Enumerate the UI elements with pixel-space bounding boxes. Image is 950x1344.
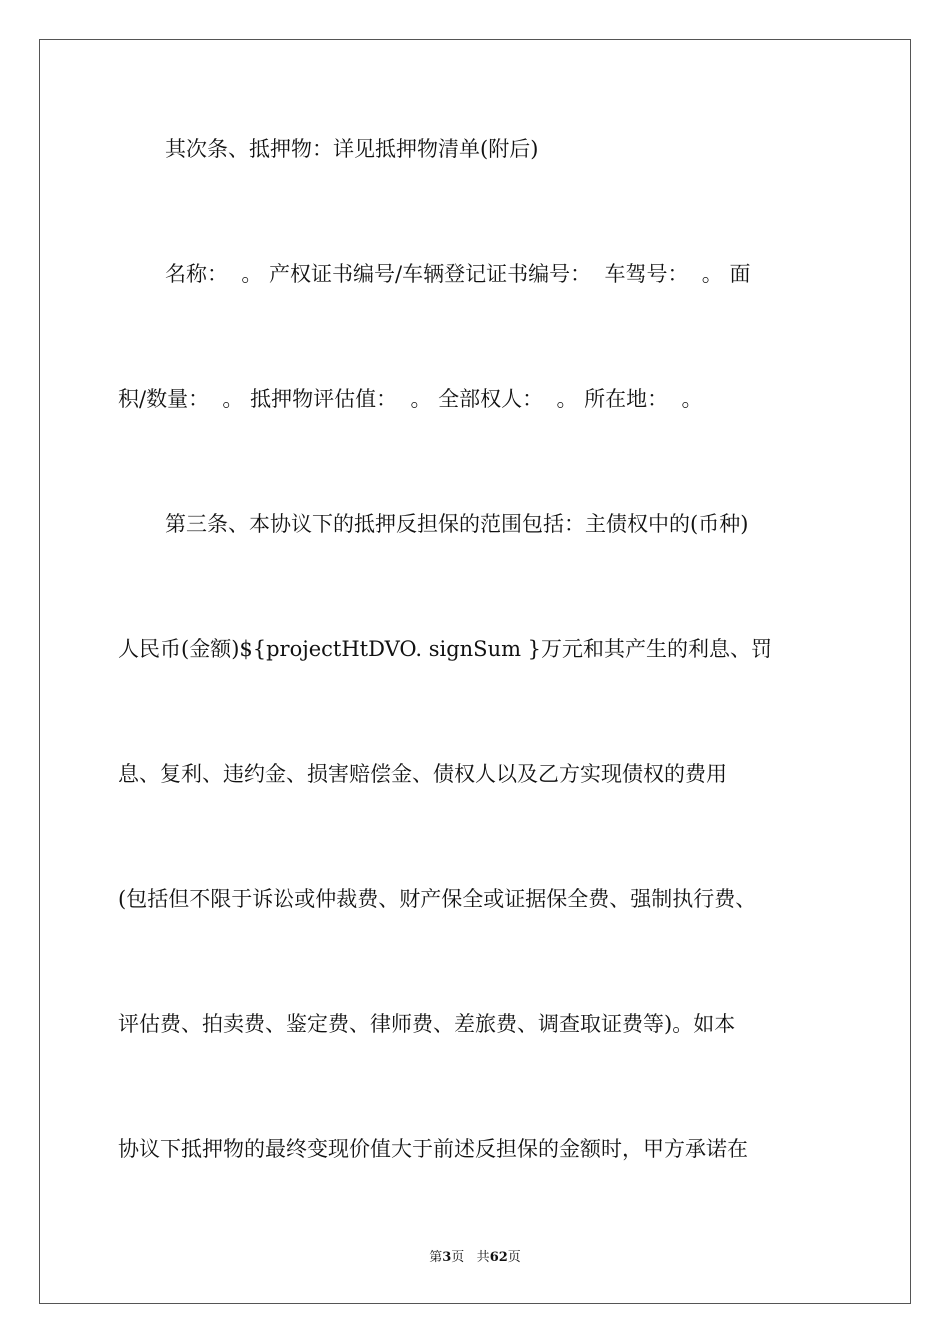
page-footer xyxy=(0,1246,950,1265)
text-line-7: (包括但不限于诉讼或仲裁费、财产保全或证据保全费、强制执行费、 xyxy=(118,887,757,911)
text-line-8: 评估费、拍卖费、鉴定费、律师费、差旅费、调查取证费等)。如本 xyxy=(118,1012,736,1036)
page-border xyxy=(39,39,911,1304)
page-number: 3 xyxy=(442,1250,452,1265)
page-prefix: 第 xyxy=(429,1250,443,1265)
text-line-1: 其次条、抵押物：详见抵押物清单(附后) xyxy=(165,137,539,161)
text-line-3: 积/数量： 。 抵押物评估值： 。 全部权人： 。 所在地： 。 xyxy=(118,387,703,411)
total-suffix: 页 xyxy=(507,1250,521,1265)
text-line-9: 协议下抵押物的最终变现价值大于前述反担保的金额时，甲方承诺在 xyxy=(118,1137,748,1161)
total-pages: 62 xyxy=(489,1250,508,1265)
text-line-6: 息、复利、违约金、损害赔偿金、债权人以及乙方实现债权的费用 xyxy=(118,762,727,786)
text-line-4: 第三条、本协议下的抵押反担保的范围包括：主债权中的(币种) xyxy=(165,512,749,536)
text-line-5: 人民币(金额)${projectHtDVO. signSum }万元和其产生的利息、罚 xyxy=(118,637,773,661)
page-suffix: 页 xyxy=(451,1250,465,1265)
total-prefix: 共 xyxy=(476,1250,490,1265)
text-line-2: 名称： 。 产权证书编号/车辆登记证书编号： 车驾号： 。 面 xyxy=(165,262,751,286)
